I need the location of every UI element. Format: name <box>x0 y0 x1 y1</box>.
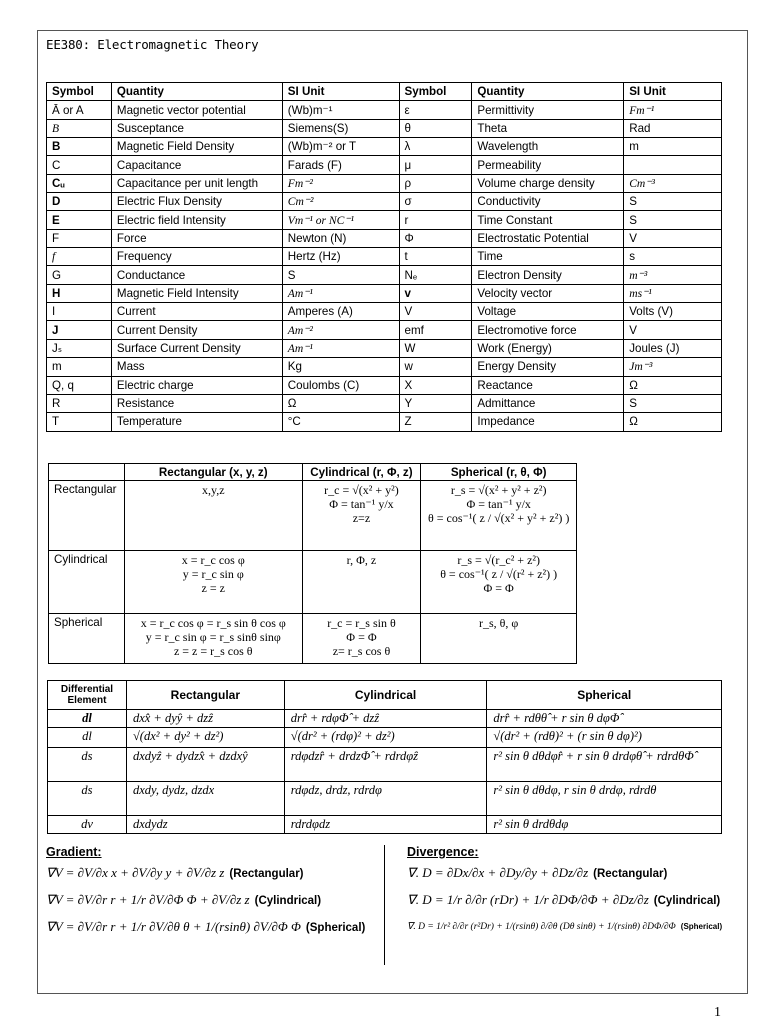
coord-expression: r_c = r_s sin θ <box>327 616 396 630</box>
diff-rect-cell: dxdy, dydz, dzdx <box>126 782 284 816</box>
gradient-formula-line <box>46 886 378 913</box>
unit-cell: Fm⁻² <box>282 174 399 192</box>
quantity-cell: Electric Flux Density <box>111 193 282 211</box>
unit-cell: °C <box>282 413 399 431</box>
coord-expression: z = z <box>201 581 225 595</box>
quantity-cell: Wavelength <box>472 138 624 156</box>
gradient-formula-line <box>46 859 378 886</box>
differential-elements-table <box>47 680 722 834</box>
unit-cell: ms⁻¹ <box>624 284 722 302</box>
unit-cell: S <box>624 211 722 229</box>
quantity-cell: Capacitance <box>111 156 282 174</box>
symbol-cell: m <box>47 358 112 376</box>
symbol-cell: t <box>399 248 472 266</box>
symbol-cell: Z <box>399 413 472 431</box>
section-divider <box>384 845 385 965</box>
symbol-cell: ρ <box>399 174 472 192</box>
diff-table-row <box>48 728 722 748</box>
gradient-coordinate-tag: (Spherical) <box>305 922 366 934</box>
unit-cell: S <box>282 266 399 284</box>
quantity-cell: Magnetic Field Density <box>111 138 282 156</box>
symbols-table-row <box>47 284 722 302</box>
quantity-cell: Resistance <box>111 394 282 412</box>
symbols-table-row <box>47 193 722 211</box>
diff-sph-cell: r² sin θ drdθdφ <box>487 816 722 834</box>
unit-cell: Am⁻¹ <box>282 284 399 302</box>
symbol-cell: emf <box>399 321 472 339</box>
coord-header-rectangular: Rectangular (x, y, z) <box>124 464 302 481</box>
diff-table-row <box>48 816 722 834</box>
coord-table-body <box>49 481 577 664</box>
divergence-expression: ∇. D = ∂Dx/∂x + ∂Dy/∂y + ∂Dz/∂z <box>407 865 589 880</box>
symbol-cell: w <box>399 358 472 376</box>
coord-expression: y = r_c sin φ = r_s sinθ sinφ <box>145 630 281 644</box>
page-number: 1 <box>714 1005 721 1020</box>
quantity-cell: Admittance <box>472 394 624 412</box>
diff-cyl-cell: drr̂ + rdφΦ̂ + dzẑ <box>284 710 487 728</box>
quantity-cell: Mass <box>111 358 282 376</box>
coord-table-row <box>49 551 577 614</box>
quantity-cell: Work (Energy) <box>472 339 624 357</box>
coord-row-label: Cylindrical <box>49 551 125 614</box>
symbol-cell: r <box>399 211 472 229</box>
unit-cell: Ω <box>624 376 722 394</box>
coord-expression: x,y,z <box>201 483 225 497</box>
symbols-table-row <box>47 156 722 174</box>
symbol-cell: v <box>399 284 472 302</box>
unit-cell: Ω <box>282 394 399 412</box>
symbol-cell: Q, q <box>47 376 112 394</box>
quantity-cell: Time <box>472 248 624 266</box>
symbols-table-row <box>47 339 722 357</box>
coord-table-row <box>49 614 577 664</box>
symbol-cell: T <box>47 413 112 431</box>
symbols-table-row <box>47 321 722 339</box>
symbol-cell: μ <box>399 156 472 174</box>
quantity-cell: Energy Density <box>472 358 624 376</box>
quantity-cell: Electric field Intensity <box>111 211 282 229</box>
divergence-coordinate-tag: (Spherical) <box>680 922 723 931</box>
symbol-cell: F <box>47 229 112 247</box>
diff-rect-cell: dxx̂ + dyŷ + dzẑ <box>126 710 284 728</box>
divergence-expression: ∇. D = 1/r² ∂/∂r (r²Dr) + 1/(rsinθ) ∂/∂θ (Dθ sinθ) + 1/(rsinθ) ∂DΦ/∂Φ <box>407 922 676 932</box>
divergence-section <box>407 845 722 940</box>
diff-rect-cell: √(dx² + dy² + dz²) <box>126 728 284 748</box>
coord-row-label: Rectangular <box>49 481 125 551</box>
quantity-cell: Current <box>111 303 282 321</box>
coord-expression: x = r_c cos φ <box>181 553 245 567</box>
symbols-table-row <box>47 358 722 376</box>
unit-cell: S <box>624 394 722 412</box>
diff-sph-cell: r² sin θ dθdφ, r sin θ drdφ, rdrdθ <box>487 782 722 816</box>
unit-cell <box>624 156 722 174</box>
header-symbol-2: Symbol <box>399 83 472 101</box>
quantity-cell: Permittivity <box>472 101 624 119</box>
symbol-cell: B <box>47 138 112 156</box>
quantity-cell: Current Density <box>111 321 282 339</box>
diff-table-row <box>48 782 722 816</box>
diff-cyl-cell: rdφdzr̂ + drdzΦ̂ + rdrdφẑ <box>284 748 487 782</box>
divergence-formula-line <box>407 859 722 886</box>
coord-table-row <box>49 481 577 551</box>
coord-expression: z= r_s cos θ <box>332 644 391 658</box>
coord-expression: r_s, θ, φ <box>479 616 519 630</box>
divergence-coordinate-tag: (Rectangular) <box>593 868 668 880</box>
coord-expression: x = r_c cos φ = r_s sin θ cos φ <box>140 616 286 630</box>
unit-cell: S <box>624 193 722 211</box>
diff-header-cylindrical: Cylindrical <box>284 681 487 710</box>
unit-cell: Coulombs (C) <box>282 376 399 394</box>
symbols-table-body <box>47 101 722 431</box>
divergence-lines <box>407 859 722 940</box>
coord-header-row <box>49 464 577 481</box>
unit-cell: Ω <box>624 413 722 431</box>
quantity-cell: Frequency <box>111 248 282 266</box>
diff-sph-cell: r² sin θ dθdφr̂ + r sin θ drdφθ̂ + rdrdθΦ̂ <box>487 748 722 782</box>
symbol-cell: f <box>47 248 112 266</box>
coord-rect-cell <box>124 551 302 614</box>
unit-cell: Amperes (A) <box>282 303 399 321</box>
unit-cell: Rad <box>624 119 722 137</box>
diff-element-cell: dl <box>48 710 127 728</box>
quantity-cell: Susceptance <box>111 119 282 137</box>
quantity-cell: Electromotive force <box>472 321 624 339</box>
quantity-cell: Conductance <box>111 266 282 284</box>
symbol-cell: Cᵤ <box>47 174 112 192</box>
symbols-table-row <box>47 303 722 321</box>
coord-expression: z=z <box>352 511 371 525</box>
symbols-table-row <box>47 394 722 412</box>
symbol-cell: λ <box>399 138 472 156</box>
coord-expression: r, Φ, z <box>346 553 377 567</box>
coord-row-label: Spherical <box>49 614 125 664</box>
symbols-table-row <box>47 138 722 156</box>
unit-cell: Newton (N) <box>282 229 399 247</box>
diff-cyl-cell: rdrdφdz <box>284 816 487 834</box>
diff-rect-cell: dxdydz <box>126 816 284 834</box>
quantity-cell: Volume charge density <box>472 174 624 192</box>
diff-table-row <box>48 710 722 728</box>
diff-rect-cell: dxdyẑ + dydzx̂ + dzdxŷ <box>126 748 284 782</box>
unit-cell: (Wb)m⁻² or T <box>282 138 399 156</box>
coord-cyl-cell <box>302 614 421 664</box>
divergence-coordinate-tag: (Cylindrical) <box>653 895 721 907</box>
unit-cell: Joules (J) <box>624 339 722 357</box>
unit-cell: Am⁻¹ <box>282 339 399 357</box>
unit-cell: Hertz (Hz) <box>282 248 399 266</box>
diff-cyl-cell: rdφdz, drdz, rdrdφ <box>284 782 487 816</box>
quantity-cell: Magnetic vector potential <box>111 101 282 119</box>
unit-cell: Jm⁻³ <box>624 358 722 376</box>
quantity-cell: Voltage <box>472 303 624 321</box>
unit-cell: Fm⁻¹ <box>624 101 722 119</box>
symbol-cell: V <box>399 303 472 321</box>
coord-sph-cell <box>421 481 577 551</box>
unit-cell: Farads (F) <box>282 156 399 174</box>
diff-header-row <box>48 681 722 710</box>
diff-header-spherical: Spherical <box>487 681 722 710</box>
coord-expression: Φ = Φ <box>346 630 377 644</box>
diff-element-cell: dv <box>48 816 127 834</box>
unit-cell: m⁻³ <box>624 266 722 284</box>
header-si-unit-2: SI Unit <box>624 83 722 101</box>
symbol-cell: B <box>47 119 112 137</box>
diff-sph-cell: drr̂ + rdθθ̂ + r sin θ dφΦ̂ <box>487 710 722 728</box>
coord-expression: θ = cos⁻¹( z / √(x² + y² + z²) ) <box>428 511 570 525</box>
diff-table-row <box>48 748 722 782</box>
quantity-cell: Surface Current Density <box>111 339 282 357</box>
coord-cyl-cell <box>302 481 421 551</box>
header-symbol: Symbol <box>47 83 112 101</box>
symbol-cell: E <box>47 211 112 229</box>
coord-expression: y = r_c sin φ <box>182 567 244 581</box>
symbols-header-row <box>47 83 722 101</box>
symbol-cell: Ā or A <box>47 101 112 119</box>
quantity-cell: Electron Density <box>472 266 624 284</box>
quantity-cell: Temperature <box>111 413 282 431</box>
symbols-table-row <box>47 229 722 247</box>
symbol-cell: D <box>47 193 112 211</box>
unit-cell: (Wb)m⁻¹ <box>282 101 399 119</box>
header-quantity: Quantity <box>111 83 282 101</box>
divergence-expression: ∇. D = 1/r ∂/∂r (rDr) + 1/r ∂DΦ/∂Φ + ∂Dz/∂z <box>407 892 649 907</box>
unit-cell: Vm⁻¹ or NC⁻¹ <box>282 211 399 229</box>
coord-expression: r_s = √(x² + y² + z²) <box>450 483 547 497</box>
diff-cyl-cell: √(dr² + (rdφ)² + dz²) <box>284 728 487 748</box>
divergence-formula-line <box>407 913 722 940</box>
diff-element-cell: ds <box>48 782 127 816</box>
symbols-table-row <box>47 266 722 284</box>
coord-rect-cell <box>124 614 302 664</box>
gradient-coordinate-tag: (Cylindrical) <box>254 895 322 907</box>
coord-expression: z = z = r_s cos θ <box>173 644 253 658</box>
diff-header-element: Differential Element <box>48 681 127 710</box>
unit-cell: Cm⁻³ <box>624 174 722 192</box>
symbol-cell: C <box>47 156 112 174</box>
coord-header-spherical: Spherical (r, θ, Φ) <box>421 464 577 481</box>
gradient-coordinate-tag: (Rectangular) <box>229 868 304 880</box>
unit-cell: Kg <box>282 358 399 376</box>
symbols-table <box>46 82 722 432</box>
coord-sph-cell <box>421 551 577 614</box>
symbols-table-row <box>47 413 722 431</box>
coord-header-cylindrical: Cylindrical (r, Φ, z) <box>302 464 421 481</box>
gradient-expression: ∇V = ∂V/∂r r + 1/r ∂V/∂θ θ + 1/(rsinθ) ∂V/∂Φ Φ <box>46 919 301 934</box>
unit-cell: Cm⁻² <box>282 193 399 211</box>
quantity-cell: Theta <box>472 119 624 137</box>
unit-cell: Siemens(S) <box>282 119 399 137</box>
unit-cell: m <box>624 138 722 156</box>
quantity-cell: Time Constant <box>472 211 624 229</box>
symbols-table-row <box>47 119 722 137</box>
symbol-cell: σ <box>399 193 472 211</box>
symbol-cell: Jₛ <box>47 339 112 357</box>
unit-cell: s <box>624 248 722 266</box>
diff-table-body <box>48 710 722 834</box>
unit-cell: Volts (V) <box>624 303 722 321</box>
symbol-cell: X <box>399 376 472 394</box>
gradient-lines <box>46 859 378 940</box>
gradient-expression: ∇V = ∂V/∂r r + 1/r ∂V/∂Φ Φ + ∂V/∂z z <box>46 892 250 907</box>
coord-cyl-cell <box>302 551 421 614</box>
symbols-table-row <box>47 248 722 266</box>
coord-rect-cell <box>124 481 302 551</box>
quantity-cell: Electrostatic Potential <box>472 229 624 247</box>
header-quantity-2: Quantity <box>472 83 624 101</box>
coord-expression: Φ = tan⁻¹ y/x <box>466 497 531 511</box>
quantity-cell: Reactance <box>472 376 624 394</box>
coord-expression: r_s = √(r_c² + z²) <box>457 553 540 567</box>
gradient-expression: ∇V = ∂V/∂x x + ∂V/∂y y + ∂V/∂z z <box>46 865 225 880</box>
coordinate-conversion-table <box>48 463 577 664</box>
symbol-cell: Y <box>399 394 472 412</box>
coord-sph-cell <box>421 614 577 664</box>
gradient-formula-line <box>46 913 378 940</box>
quantity-cell: Force <box>111 229 282 247</box>
document-title: EE380: Electromagnetic Theory <box>46 37 259 52</box>
quantity-cell: Capacitance per unit length <box>111 174 282 192</box>
unit-cell: Am⁻² <box>282 321 399 339</box>
coord-expression: θ = cos⁻¹( z / √(r² + z²) ) <box>440 567 558 581</box>
symbol-cell: H <box>47 284 112 302</box>
coord-expression: Φ = tan⁻¹ y/x <box>329 497 394 511</box>
symbol-cell: W <box>399 339 472 357</box>
coord-header-blank <box>49 464 125 481</box>
symbol-cell: Φ <box>399 229 472 247</box>
diff-element-cell: ds <box>48 748 127 782</box>
symbol-cell: Nₑ <box>399 266 472 284</box>
diff-element-cell: dl <box>48 728 127 748</box>
quantity-cell: Conductivity <box>472 193 624 211</box>
symbols-table-row <box>47 376 722 394</box>
quantity-cell: Magnetic Field Intensity <box>111 284 282 302</box>
symbols-table-row <box>47 174 722 192</box>
symbol-cell: J <box>47 321 112 339</box>
quantity-cell: Velocity vector <box>472 284 624 302</box>
diff-sph-cell: √(dr² + (rdθ)² + (r sin θ dφ)²) <box>487 728 722 748</box>
symbol-cell: R <box>47 394 112 412</box>
symbols-table-row <box>47 211 722 229</box>
diff-header-rectangular: Rectangular <box>126 681 284 710</box>
coord-expression: Φ = Φ <box>483 581 514 595</box>
gradient-section <box>46 845 378 940</box>
quantity-cell: Permeability <box>472 156 624 174</box>
gradient-heading: Gradient: <box>46 845 102 859</box>
quantity-cell: Electric charge <box>111 376 282 394</box>
symbol-cell: G <box>47 266 112 284</box>
symbol-cell: I <box>47 303 112 321</box>
symbol-cell: θ <box>399 119 472 137</box>
symbols-table-row <box>47 101 722 119</box>
quantity-cell: Impedance <box>472 413 624 431</box>
unit-cell: V <box>624 321 722 339</box>
header-si-unit: SI Unit <box>282 83 399 101</box>
divergence-heading: Divergence: <box>407 845 479 859</box>
symbol-cell: ε <box>399 101 472 119</box>
unit-cell: V <box>624 229 722 247</box>
divergence-formula-line <box>407 886 722 913</box>
coord-expression: r_c = √(x² + y²) <box>324 483 399 497</box>
